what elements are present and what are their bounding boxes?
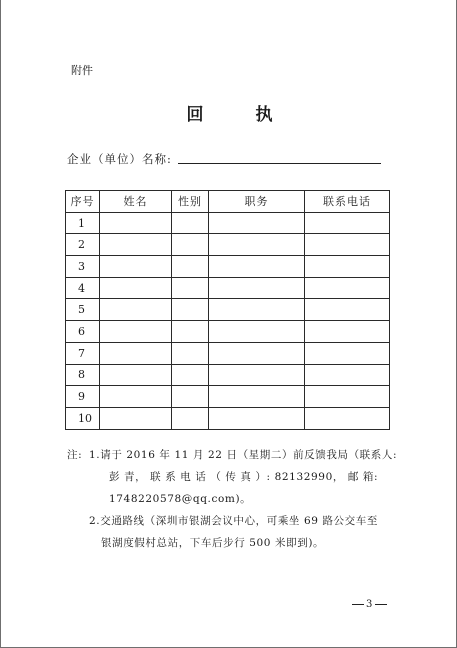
table-header-row: [66, 191, 390, 213]
gender-cell: [172, 321, 209, 343]
row-number-cell: 6: [66, 321, 100, 343]
page-number: 3: [350, 599, 389, 610]
name-cell: [100, 256, 172, 278]
name-cell: [100, 277, 172, 299]
table-row: [66, 299, 390, 321]
row-number-cell: 5: [66, 299, 100, 321]
table-row: [66, 342, 390, 364]
table-body: [66, 212, 390, 429]
position-cell: [209, 299, 305, 321]
gender-cell: [172, 364, 209, 386]
name-cell: [100, 407, 172, 429]
row-number-cell: 9: [66, 386, 100, 408]
name-cell: [100, 234, 172, 256]
position-cell: [209, 364, 305, 386]
gender-cell: [172, 212, 209, 234]
note-item-2-line-2: 银湖度假村总站，下车后步行 500 米即到)。: [101, 537, 325, 549]
position-cell: [209, 386, 305, 408]
table-row: [66, 407, 390, 429]
table-row: [66, 256, 390, 278]
row-number-cell: 2: [66, 234, 100, 256]
note-item-1-line-1: 1.请于 2016 年 11 月 22 日（星期二）前反馈我局（联系人:: [89, 449, 398, 461]
phone-cell: [305, 212, 390, 234]
gender-cell: [172, 234, 209, 256]
name-cell: [100, 321, 172, 343]
note-item-2-line-1: 2.交通路线（深圳市银湖会议中心，可乘坐 69 路公交车至: [89, 515, 378, 527]
table-row: [66, 212, 390, 234]
position-cell: [209, 256, 305, 278]
row-number-cell: 7: [66, 342, 100, 364]
row-number-cell: 1: [66, 212, 100, 234]
row-number-cell: 8: [66, 364, 100, 386]
table-row: [66, 321, 390, 343]
name-cell: [100, 364, 172, 386]
table-row: [66, 277, 390, 299]
gender-cell: [172, 277, 209, 299]
phone-cell: [305, 256, 390, 278]
gender-cell: [172, 386, 209, 408]
name-cell: [100, 386, 172, 408]
company-name-label: 企业（单位）名称:: [67, 152, 172, 166]
header-gender: 性别: [172, 191, 209, 213]
gender-cell: [172, 256, 209, 278]
row-number-cell: 3: [66, 256, 100, 278]
company-name-blank-line: [178, 162, 381, 164]
phone-cell: [305, 342, 390, 364]
header-number: 序号: [66, 191, 100, 213]
phone-cell: [305, 386, 390, 408]
phone-cell: [305, 299, 390, 321]
position-cell: [209, 407, 305, 429]
phone-cell: [305, 234, 390, 256]
gender-cell: [172, 299, 209, 321]
notes-label: 注:: [67, 449, 83, 461]
name-cell: [100, 342, 172, 364]
note-item-1-line-3: 1748220578@qq.com)。: [109, 493, 252, 505]
table-row: [66, 386, 390, 408]
company-name-field: [67, 151, 381, 167]
header-name: 姓名: [100, 191, 172, 213]
note-item-1-line-2: 彭 青， 联 系 电 话 （ 传 真 ）: 82132990， 邮 箱:: [109, 471, 379, 483]
header-phone: 联系电话: [305, 191, 390, 213]
gender-cell: [172, 342, 209, 364]
name-cell: [100, 212, 172, 234]
table-row: [66, 234, 390, 256]
position-cell: [209, 212, 305, 234]
phone-cell: [305, 321, 390, 343]
table-row: [66, 364, 390, 386]
position-cell: [209, 321, 305, 343]
name-cell: [100, 299, 172, 321]
gender-cell: [172, 407, 209, 429]
position-cell: [209, 234, 305, 256]
attendee-table: [65, 190, 390, 430]
position-cell: [209, 342, 305, 364]
phone-cell: [305, 277, 390, 299]
page-title: 回执: [186, 105, 325, 125]
attachment-label: 附件: [71, 64, 93, 77]
position-cell: [209, 277, 305, 299]
row-number-cell: 10: [66, 407, 100, 429]
notes-section: [67, 444, 407, 554]
header-position: 职务: [209, 191, 305, 213]
phone-cell: [305, 407, 390, 429]
row-number-cell: 4: [66, 277, 100, 299]
phone-cell: [305, 364, 390, 386]
